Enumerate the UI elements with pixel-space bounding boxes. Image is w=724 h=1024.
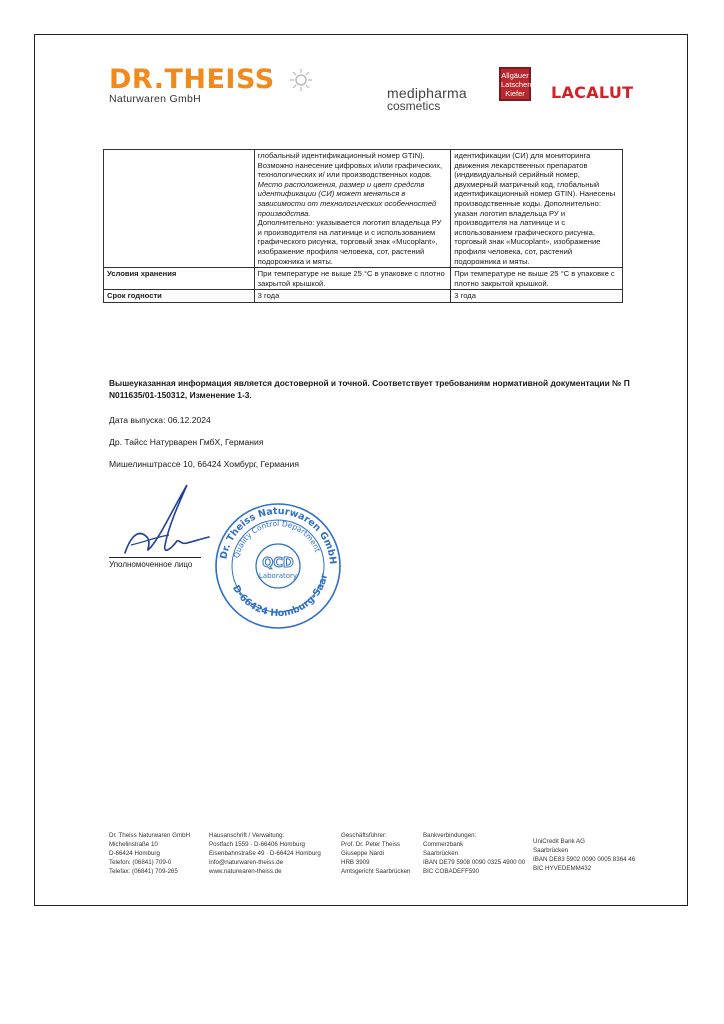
stamp-center-qcd: QCD	[262, 556, 294, 571]
footer-line: Commerzbank	[423, 841, 464, 848]
footer-line: IBAN DE79 5908 0090 0325 4900 00	[423, 859, 526, 866]
table-cell-label: Срок годности	[104, 290, 255, 303]
footer-company-block	[109, 831, 190, 876]
footer-line: Prof. Dr. Peter Theiss	[341, 841, 401, 848]
footer-bank2-block	[533, 837, 635, 873]
table-cell-spec: При температуре не выше 25 °С в упаковке с плотно закрытой крышкой.	[451, 268, 623, 290]
specification-table	[103, 149, 623, 303]
brand-subtitle: Naturwaren GmbH	[109, 93, 202, 105]
footer-line: Dr. Theiss Naturwaren GmbH	[109, 832, 191, 839]
footer-address-block	[209, 831, 321, 876]
footer-line: Amtsgericht Saarbrücken	[341, 868, 411, 875]
signature-label: Уполномоченное лицо	[109, 560, 193, 569]
table-cell-spec: идентификации (СИ) для мониторинга движения лекарственных препаратов (индивидуальный серийный номер, двухмерный матричный код, глобальный идентификационный номер GTIN). Нанесены производственные коды. Дополнительно: указан логотип владельца РУ и производителя на латинице и с использованием графического рисунка, торговый знак «Mucoplant», изображение профиля человека, сот, растений подорожника и мяты.	[451, 150, 623, 268]
document-page	[34, 34, 688, 906]
footer-line: info@naturwaren-theiss.de	[209, 859, 284, 866]
company-name: Др. Тайсс Натурварен ГмбХ, Германия	[109, 437, 264, 447]
table-row	[104, 268, 623, 290]
footer-line: BIC COBADEFF590	[423, 868, 480, 875]
stamp-inner-text: Quality Control Department	[231, 518, 323, 560]
footer-line: Geschäftsführer:	[341, 832, 387, 839]
footer-line: HRB 3909	[341, 859, 370, 866]
table-cell-label	[104, 150, 255, 268]
footer-line: D-66424 Homburg	[109, 850, 160, 857]
footer-line: IBAN DE83 5902 0090 0005 8364 46	[533, 856, 636, 863]
footer-line: BIC HYVEDEMM432	[533, 865, 592, 872]
footer-line: Telefon: (06841) 709-0	[109, 859, 172, 866]
stamp-center-laboratory: Laboratory	[258, 572, 298, 580]
table-row	[104, 150, 623, 268]
footer-line: Telefax: (06841) 709-265	[109, 868, 178, 875]
table-cell-label: Условия хранения	[104, 268, 255, 290]
footer-line: Saarbrücken	[533, 847, 569, 854]
table-cell-spec: 3 года	[254, 290, 451, 303]
brand-name: DR.THEISS	[109, 64, 275, 95]
compliance-statement: Вышеуказанная информация является достоверной и точной. Соответствует требованиям нормативной документации № П N011635/01-150312, Изменение 1-3.	[109, 378, 630, 400]
footer-line: Eisenbahnstraße 49 · D-66424 Homburg	[209, 850, 321, 857]
medipharma-logo	[387, 87, 467, 113]
cell-text: Дополнительно: указывается логотип владельца РУ и производителя на латинице и с использованием графического рисунка, торговый знак «Mucoplant», изображение профиля человека, сот, растений подорожника и мяты.	[257, 218, 442, 266]
lacalut-logo: LACALUT	[551, 83, 634, 102]
medipharma-text: medipharma	[387, 85, 467, 101]
footer-line: Postfach 1559 · D-66406 Homburg	[209, 841, 305, 848]
issue-date: Дата выпуска: 06.12.2024	[109, 415, 211, 425]
company-address: Мишелинштрассе 10, 66424 Хомбург, Германия	[109, 459, 300, 469]
table-row	[104, 290, 623, 303]
footer-management-block	[341, 831, 410, 876]
footer-line: Hausanschrift / Verwaltung:	[209, 832, 285, 839]
dr-theiss-logo	[109, 65, 275, 105]
footer-line: Michelinstraße 10	[109, 841, 158, 848]
table-cell-spec: При температуре не выше 25 °С в упаковке с плотно закрытой крышкой.	[254, 268, 451, 290]
table-cell-spec	[254, 150, 451, 268]
footer-line: UniCredit Bank AG	[533, 838, 585, 845]
footer-line: Saarbrücken	[423, 850, 459, 857]
stamp-bottom-text: D-66424 Homburg-Saar	[230, 572, 331, 620]
sun-emblem-icon	[289, 68, 313, 92]
footer-bank-block	[423, 831, 525, 876]
footer-line: Bankverbindungen:	[423, 832, 477, 839]
footer-line: www.naturwaren-theiss.de	[209, 868, 282, 875]
allgauer-logo: Allgäuer Latschen Kiefer	[499, 67, 531, 101]
cosmetics-text: cosmetics	[387, 99, 441, 113]
signature-line	[109, 557, 201, 558]
cell-text-italic: Место расположения, размер и цвет средств идентификации (СИ) может меняться в зависимости от технологических особенностей производства.	[257, 179, 437, 218]
table-cell-spec: 3 года	[451, 290, 623, 303]
footer-line: Giuseppe Nardi	[341, 850, 384, 857]
stamp-outer-text: Dr. Theiss Naturwaren GmbH	[218, 505, 339, 565]
cell-text: глобальный идентификационный номер GTIN). Возможно нанесение цифровых и/или графических, технологических и/ или производственных кодов.	[257, 151, 443, 180]
quality-control-stamp	[213, 501, 343, 631]
